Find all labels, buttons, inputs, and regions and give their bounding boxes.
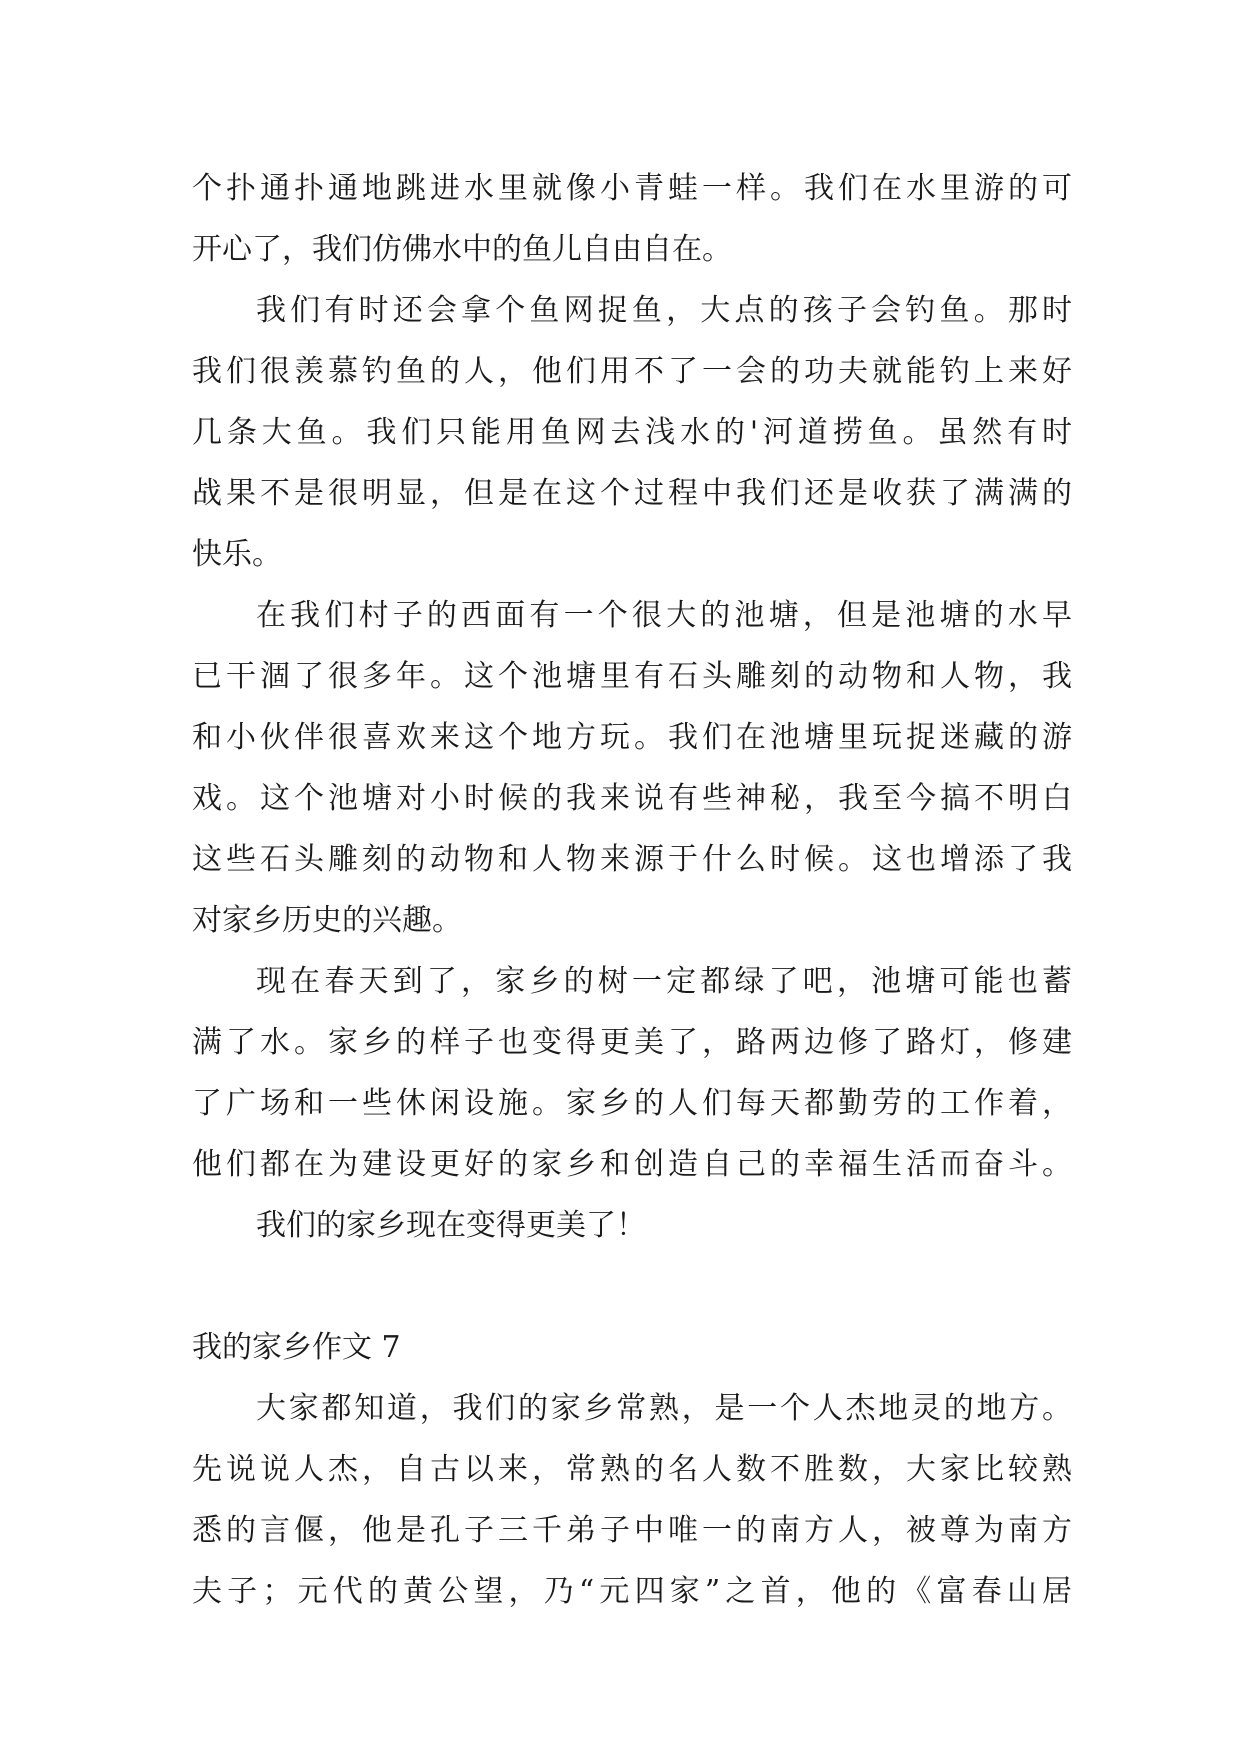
- paragraph: [192, 280, 1072, 585]
- text-line: 对家乡历史的兴趣。: [192, 903, 462, 938]
- text-line: 快乐。: [192, 537, 282, 572]
- text-line: 在我们村子的西面有一个很大的池塘，但是池塘的水早: [256, 598, 1072, 633]
- paragraph: [192, 1378, 1072, 1622]
- text-line: 我们有时还会拿个鱼网捉鱼，大点的孩子会钓鱼。那时: [256, 293, 1072, 328]
- text-line: 先说说人杰，自古以来，常熟的名人数不胜数，大家比较熟: [192, 1452, 1072, 1487]
- text-line: 我们很羡慕钓鱼的人，他们用不了一会的功夫就能钓上来好: [192, 354, 1072, 389]
- text-line: 悉的言偃，他是孔子三千弟子中唯一的南方人，被尊为南方: [192, 1513, 1072, 1548]
- text-line: 和小伙伴很喜欢来这个地方玩。我们在池塘里玩捉迷藏的游: [192, 720, 1072, 755]
- text-line: 他们都在为建设更好的家乡和创造自己的幸福生活而奋斗。: [192, 1147, 1072, 1182]
- text-line: 夫子；元代的黄公望，乃“元四家”之首，他的《富春山居: [192, 1574, 1072, 1609]
- section-title: 我的家乡作文 7: [192, 1330, 401, 1365]
- text-line: 满了水。家乡的样子也变得更美了，路两边修了路灯，修建: [192, 1025, 1072, 1060]
- paragraph: [192, 585, 1072, 951]
- document-body: [192, 158, 1072, 1622]
- paragraph: [192, 951, 1072, 1195]
- text-line: 个扑通扑通地跳进水里就像小青蛙一样。我们在水里游的可: [192, 171, 1072, 206]
- text-line: 开心了，我们仿佛水中的鱼儿自由自在。: [192, 232, 732, 267]
- text-line: 我们的家乡现在变得更美了！: [256, 1208, 646, 1243]
- text-line: 已干涸了很多年。这个池塘里有石头雕刻的动物和人物，我: [192, 659, 1072, 694]
- paragraph: [192, 1195, 1072, 1256]
- text-line: 现在春天到了，家乡的树一定都绿了吧，池塘可能也蓄: [256, 964, 1072, 999]
- text-line: 了广场和一些休闲设施。家乡的人们每天都勤劳的工作着，: [192, 1086, 1072, 1121]
- text-line: 几条大鱼。我们只能用鱼网去浅水的'河道捞鱼。虽然有时: [192, 415, 1072, 450]
- text-line: 戏。这个池塘对小时候的我来说有些神秘，我至今搞不明白: [192, 781, 1072, 816]
- text-line: 战果不是很明显，但是在这个过程中我们还是收获了满满的: [192, 476, 1072, 511]
- text-line: 这些石头雕刻的动物和人物来源于什么时候。这也增添了我: [192, 842, 1072, 877]
- paragraph: [192, 158, 1072, 280]
- text-line: 大家都知道，我们的家乡常熟，是一个人杰地灵的地方。: [256, 1391, 1072, 1426]
